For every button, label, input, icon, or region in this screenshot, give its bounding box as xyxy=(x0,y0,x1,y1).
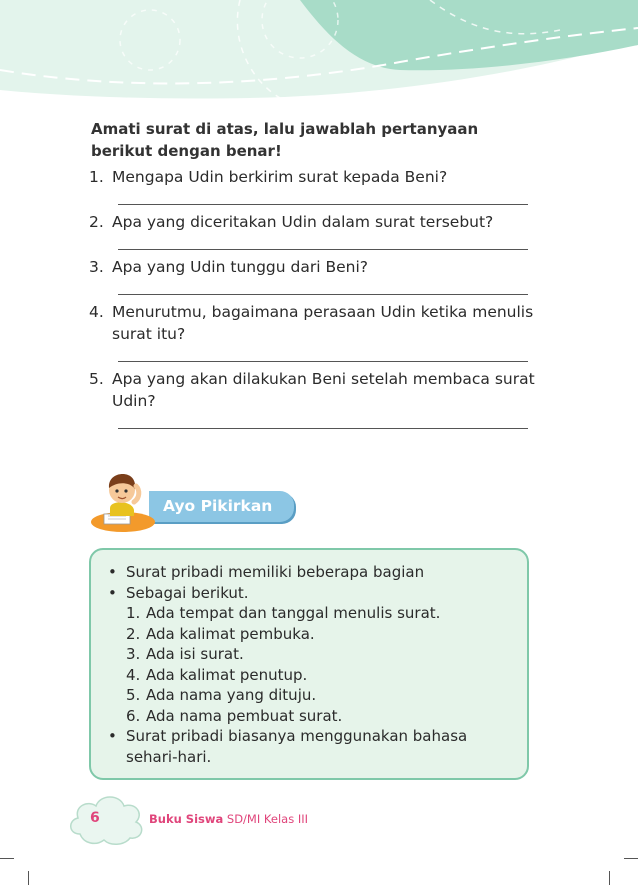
sub-number: 6. xyxy=(126,706,141,725)
sub-text: Ada kalimat penutup. xyxy=(146,665,308,684)
book-title-bold: Buku Siswa xyxy=(149,812,224,826)
header-decoration xyxy=(0,0,638,130)
bullet-dot-icon: • xyxy=(108,727,117,745)
sub-text: Ada kalimat pembuka. xyxy=(146,624,315,643)
info-sub-list xyxy=(126,603,516,726)
ayo-pikirkan-header xyxy=(96,472,306,532)
answer-line[interactable] xyxy=(118,412,528,429)
crop-mark xyxy=(0,858,14,859)
page-number: 6 xyxy=(90,810,100,826)
crop-mark xyxy=(624,858,638,859)
question-list xyxy=(89,166,535,435)
info-sub-item xyxy=(126,624,516,645)
instruction-text: Amati surat di atas, lalu jawablah pertanyaan berikut dengan benar! xyxy=(91,120,479,160)
question-text: Menurutmu, bagaimana perasaan Udin ketika menulis surat itu? xyxy=(112,303,534,343)
answer-line[interactable] xyxy=(118,278,528,295)
info-sub-item xyxy=(126,644,516,665)
ayo-pikirkan-tab xyxy=(149,491,294,522)
question-text: Mengapa Udin berkirim surat kepada Beni? xyxy=(112,168,448,186)
sub-number: 3. xyxy=(126,645,141,663)
question-number: 2. xyxy=(89,213,104,231)
info-list xyxy=(106,562,516,767)
thinking-child-icon xyxy=(90,472,160,534)
sub-text: Ada nama pembuat surat. xyxy=(146,706,343,725)
info-sub-item xyxy=(126,665,516,686)
info-bullet-text: Sebagai berikut. xyxy=(126,583,249,602)
question-item xyxy=(89,301,535,362)
sub-text: Ada isi surat. xyxy=(146,645,244,663)
sub-text: Ada nama yang dituju. xyxy=(146,686,317,704)
answer-line[interactable] xyxy=(118,188,528,205)
question-text: Apa yang Udin tunggu dari Beni? xyxy=(112,258,368,276)
info-bullet xyxy=(106,562,516,583)
question-number: 3. xyxy=(89,258,104,276)
info-sub-item xyxy=(126,603,516,624)
sub-number: 4. xyxy=(126,665,141,684)
question-item xyxy=(89,256,535,295)
page-footer xyxy=(60,790,360,850)
cloud-icon xyxy=(66,790,146,846)
question-number: 1. xyxy=(89,168,104,186)
sub-text: Ada tempat dan tanggal menulis surat. xyxy=(146,604,441,622)
book-title-rest: SD/MI Kelas III xyxy=(223,812,309,826)
question-text: Apa yang diceritakan Udin dalam surat tersebut? xyxy=(112,213,494,231)
sub-number: 1. xyxy=(126,604,141,622)
info-bullet xyxy=(106,726,516,767)
crop-mark xyxy=(28,871,29,885)
info-box xyxy=(89,548,529,780)
question-item xyxy=(89,166,535,205)
question-item xyxy=(89,368,535,429)
info-bullet-text: Surat pribadi biasanya menggunakan bahasa sehari-hari. xyxy=(126,727,468,766)
info-sub-item xyxy=(126,706,516,727)
sub-number: 2. xyxy=(126,624,141,643)
info-bullet-text: Surat pribadi memiliki beberapa bagian xyxy=(126,563,425,581)
info-sub-item xyxy=(126,685,516,706)
bullet-dot-icon: • xyxy=(108,563,117,581)
question-item xyxy=(89,211,535,250)
answer-line[interactable] xyxy=(118,345,528,362)
question-text: Apa yang akan dilakukan Beni setelah membaca surat Udin? xyxy=(112,370,535,410)
ayo-pikirkan-label: Ayo Pikirkan xyxy=(163,497,273,515)
crop-mark xyxy=(609,871,610,885)
info-bullet xyxy=(106,583,516,727)
bullet-dot-icon: • xyxy=(108,583,117,602)
sub-number: 5. xyxy=(126,686,141,704)
answer-line[interactable] xyxy=(118,233,528,250)
book-title xyxy=(149,812,308,826)
question-number: 4. xyxy=(89,303,104,321)
question-number: 5. xyxy=(89,370,104,388)
